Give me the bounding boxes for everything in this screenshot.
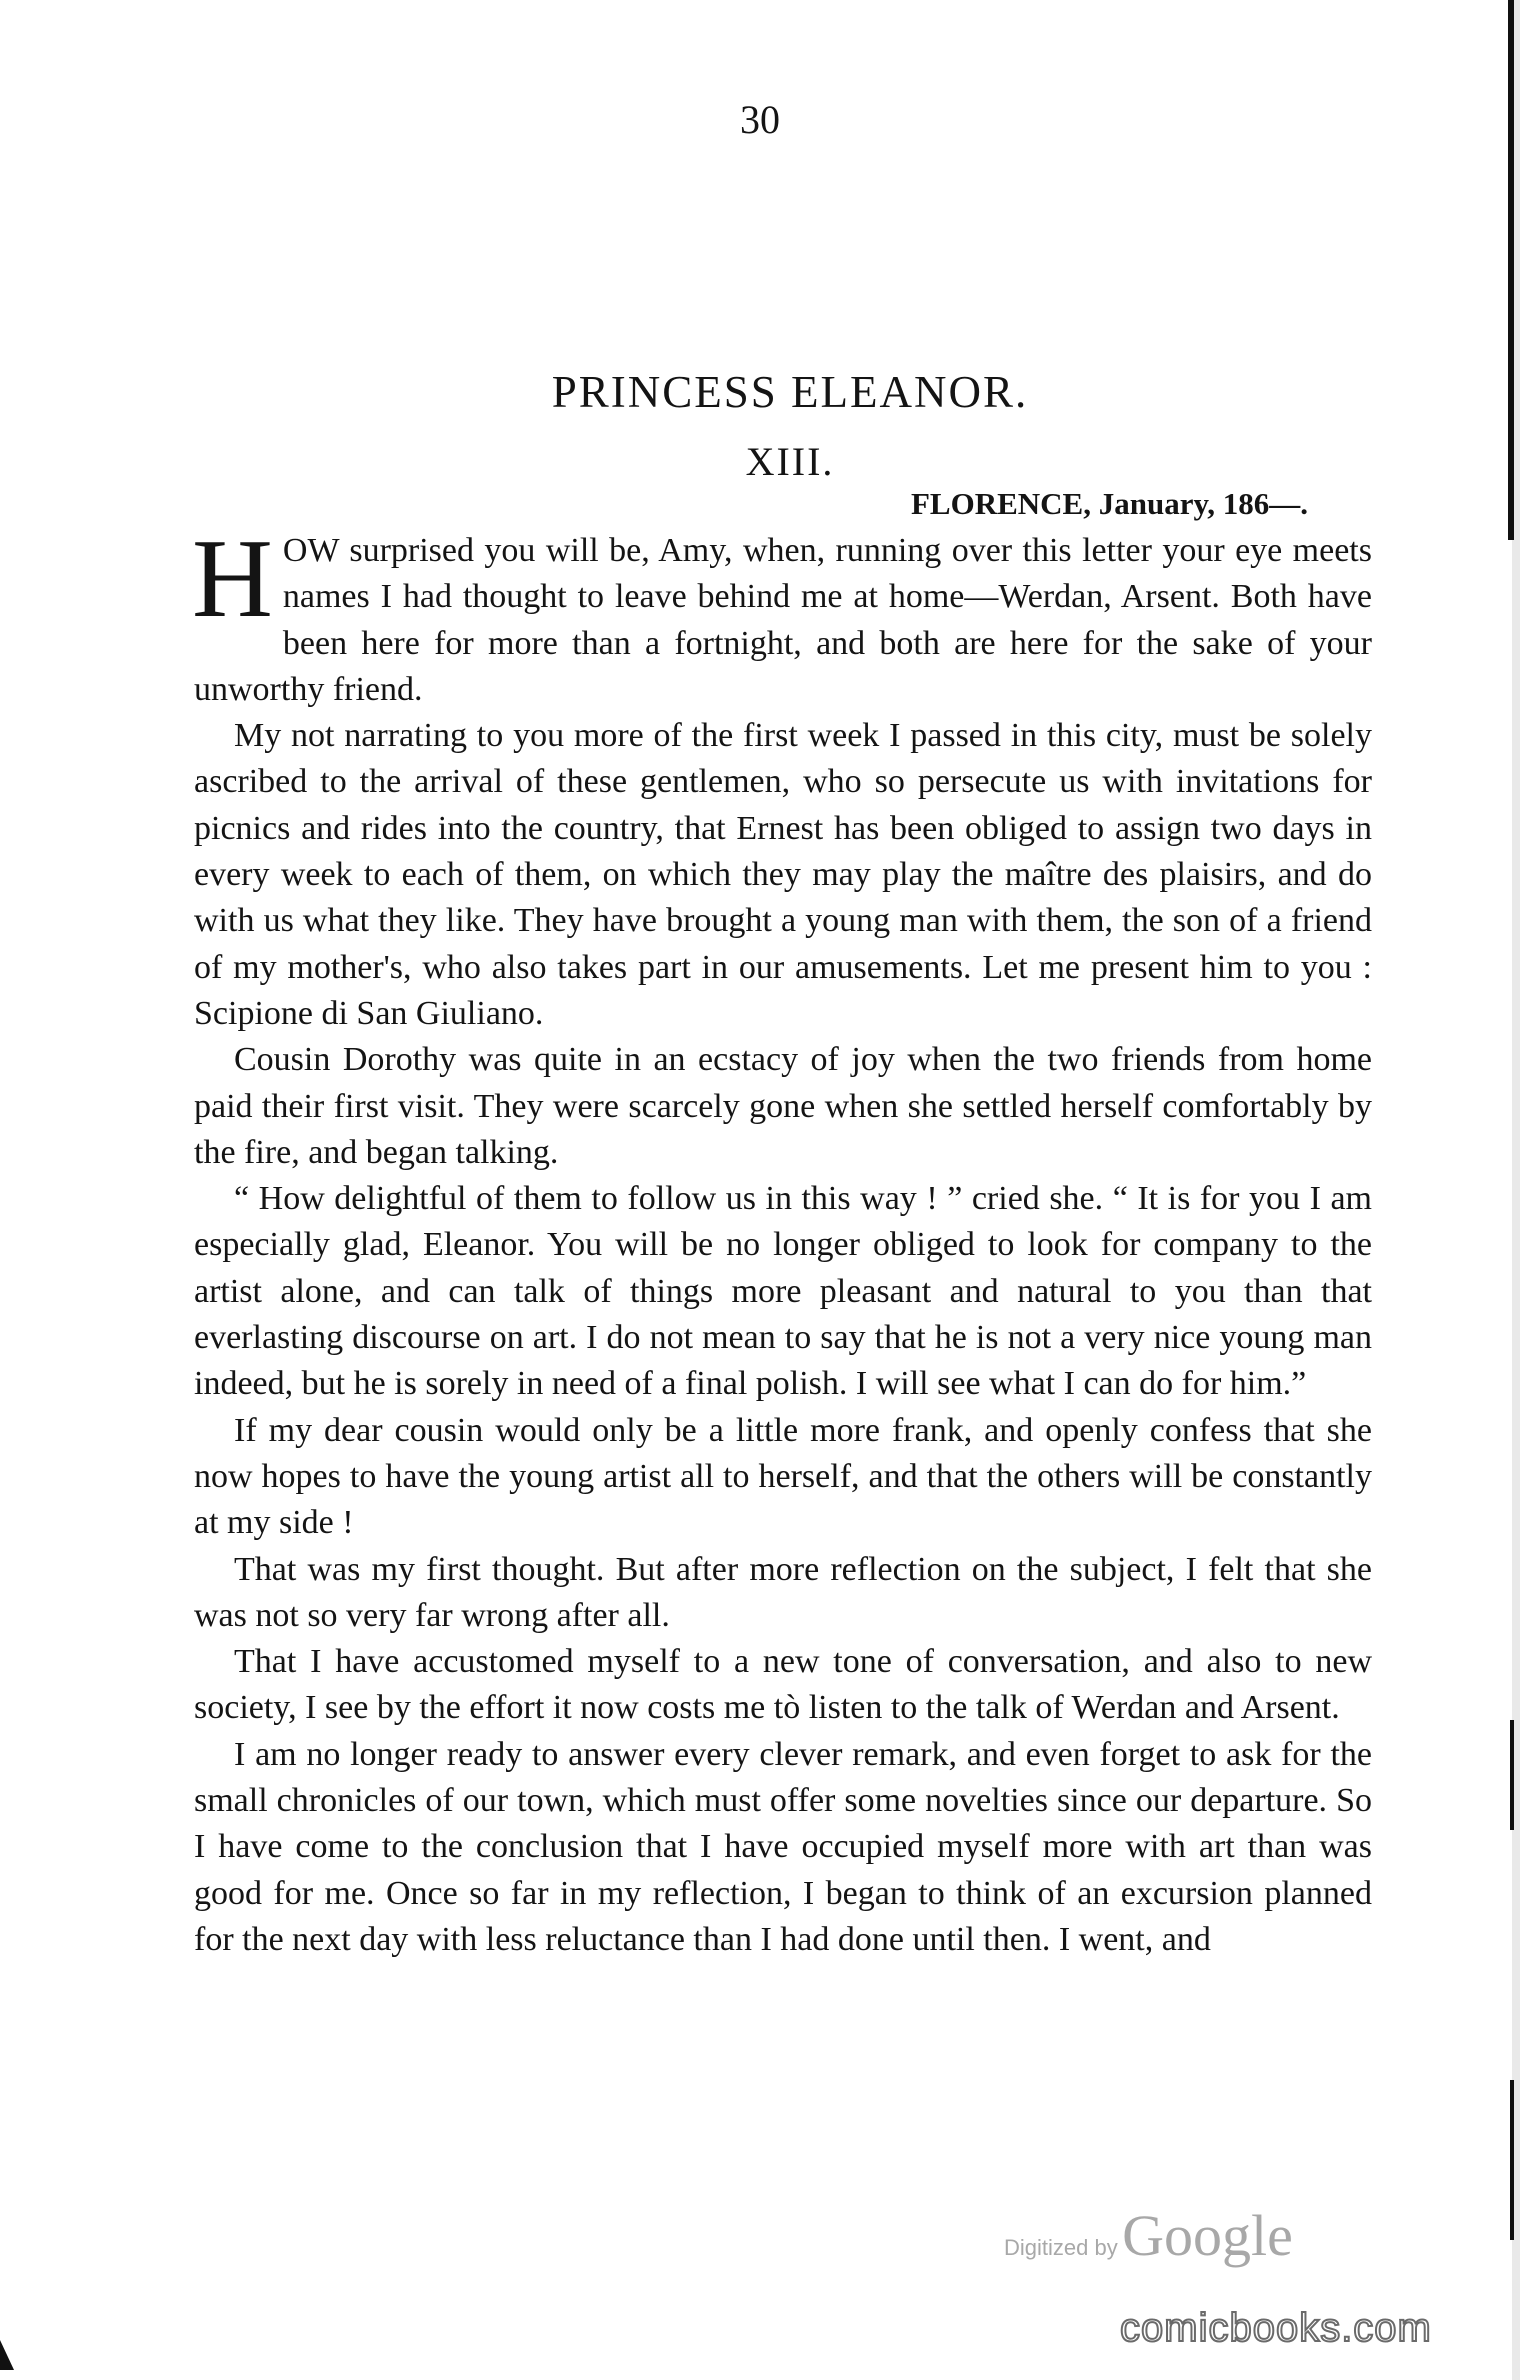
- letter-body: [192, 517, 1372, 1963]
- paragraph-text: OW surprised you will be, Amy, when, running over this letter your eye meets names I had thought to leave behind me at home—Werdan, Arsent. Both have been here for more than a fortnight, and both are here for the sake of your unworthy friend.: [194, 532, 1372, 708]
- drop-cap: H: [192, 517, 273, 641]
- paragraph: If my dear cousin would only be a little more frank, and openly confess that she now hopes to have the young artist all to herself, and that the others will be constantly at my side !: [194, 1411, 1372, 1542]
- paragraph: Cousin Dorothy was quite in an ecstacy of joy when the two friends from home paid their first visit. They were scarcely gone when she settled herself comfortably by the fire, and began talking.: [194, 1041, 1372, 1171]
- digitized-by-text: Digitized by: [1004, 2235, 1118, 2260]
- paragraph: My not narrating to you more of the first week I passed in this city, must be solely ascribed to the arrival of these gentlemen, who so persecute us with invitations for picnics and rides into the country, that Ernest has been obliged to assign two days in every week to each of them, on which they may play the maître des plaisirs, and do with us what they like. They have brought a young man with them, the son of a friend of my mother's, who also takes part in our amusements. Let me present him to you : Scipione di San Giuliano.: [194, 717, 1372, 1032]
- chapter-number: XIII.: [745, 439, 835, 484]
- paragraph: “ How delightful of them to follow us in this way ! ” cried she. “ It is for you I am especially glad, Eleanor. You will be no longer obliged to look for company to the artist alone, and can talk of things more pleasant and natural to you than that everlasting discourse on art. I do not mean to say that he is not a very nice young man indeed, but he is sorely in need of a final polish. I will see what I can do for him.”: [194, 1180, 1372, 1403]
- paragraph: That was my first thought. But after more reflection on the subject, I felt that she was not so very far wrong after all.: [194, 1550, 1372, 1634]
- letter-dateline: FLORENCE, January, 186—.: [910, 486, 1308, 521]
- site-watermark: comicbooks.com: [1120, 2306, 1432, 2350]
- page-number: 30: [740, 97, 780, 142]
- page-edge-shadow-mid: [1510, 1720, 1514, 1830]
- page-edge-shadow-low: [1510, 2080, 1514, 2240]
- google-logo-text: Google: [1122, 2203, 1293, 2268]
- corner-mark: [0, 2340, 14, 2370]
- chapter-title: PRINCESS ELEANOR.: [551, 367, 1029, 417]
- paragraph: [192, 517, 1372, 713]
- paragraph: I am no longer ready to answer every clever remark, and even forget to ask for the small chronicles of our town, which must offer some novelties since our departure. So I have come to the conclusion that I have occupied myself more with art than was good for me. Once so far in my reflection, I began to think of an excursion planned for the next day with less reluctance than I had done until then. I went, and: [194, 1735, 1372, 1958]
- google-watermark: [1004, 2202, 1293, 2269]
- paragraph: That I have accustomed myself to a new tone of conversation, and also to new society, I see by the effort it now costs me tò listen to the talk of Werdan and Arsent.: [194, 1643, 1372, 1727]
